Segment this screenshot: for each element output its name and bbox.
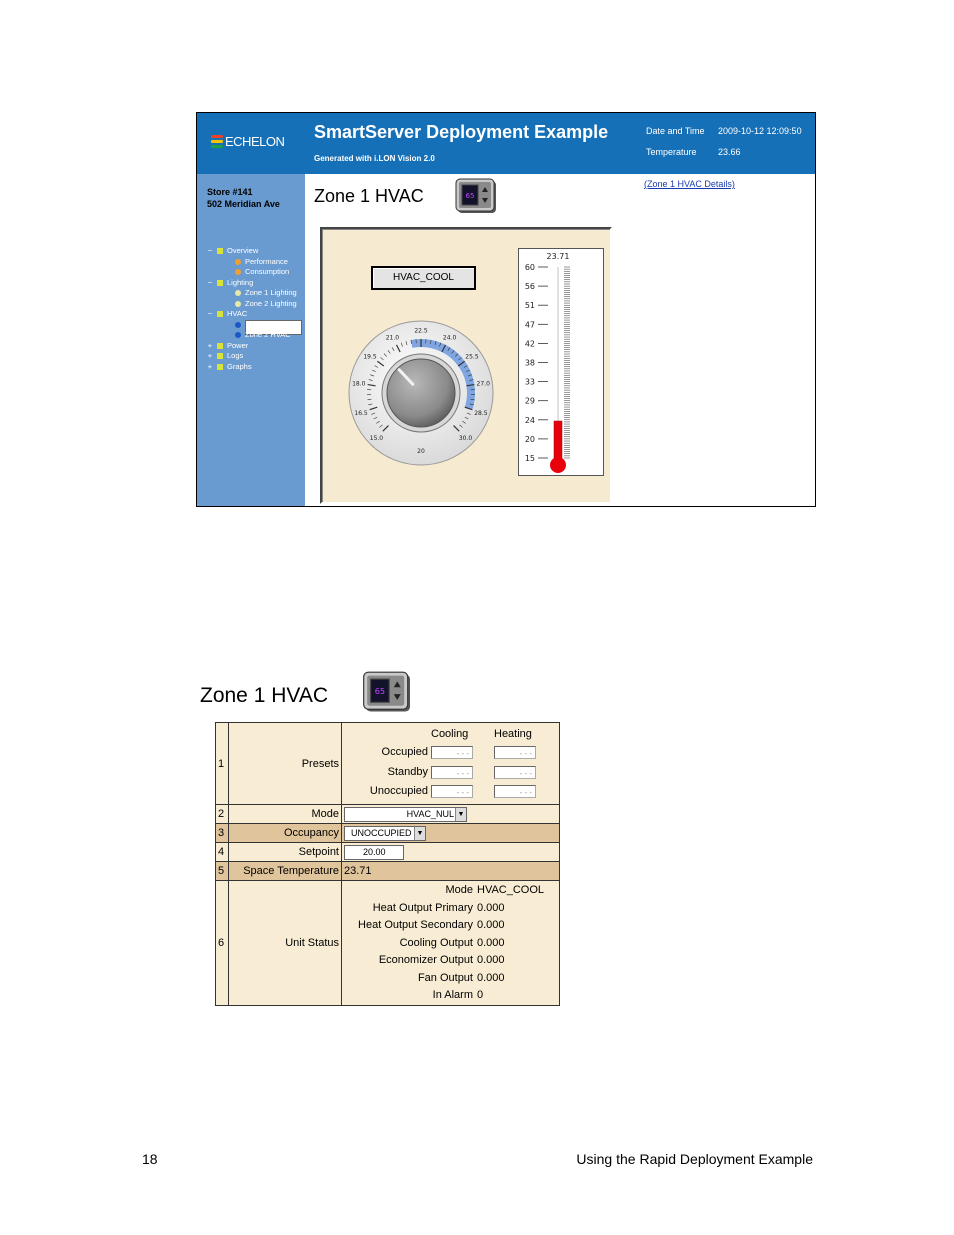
knob-center-label: 20	[417, 448, 425, 455]
space-temperature-label: Space Temperature	[229, 862, 342, 881]
page-icon	[235, 290, 241, 296]
app-header	[197, 113, 815, 174]
collapse-icon[interactable]: −	[207, 277, 213, 287]
table-row-mode: 2 Mode HVAC_NUL ▼	[216, 805, 560, 824]
zone-details-title: Zone 1 HVAC	[200, 684, 328, 707]
collapse-icon[interactable]: −	[207, 246, 213, 255]
thermostat-icon	[455, 178, 499, 216]
mercury-column	[554, 421, 562, 458]
mode-select[interactable]: HVAC_NUL ▼	[344, 807, 467, 822]
knob-tick-label: 21.0	[385, 334, 400, 342]
knob-tick-label: 15.0	[369, 435, 384, 443]
sidebar-item-label: Lighting	[227, 277, 254, 287]
folder-icon	[217, 248, 223, 254]
folder-icon	[217, 343, 223, 349]
smartserver-screenshot	[196, 112, 816, 507]
echelon-logo: ECHELON	[211, 133, 293, 153]
thermometer-scale-label: 20	[524, 434, 535, 444]
sidebar-item-label: Power	[227, 340, 249, 350]
folder-icon	[217, 280, 223, 286]
sidebar-item-label: Logs	[227, 351, 244, 360]
unit-status-label: Unit Status	[229, 881, 342, 1006]
sidebar-item-label: HVAC	[227, 309, 248, 318]
knob-tick-label: 25.5	[465, 353, 479, 361]
datetime-value: 2009-10-12 12:09:50	[718, 126, 802, 136]
hvac-properties-table	[215, 722, 560, 1006]
thermometer-scale-label: 60	[524, 263, 535, 272]
svg-text:65: 65	[374, 686, 386, 697]
sidebar-item-label: Zone 1 HVAC	[245, 320, 302, 335]
setpoint-input[interactable]: 20.00	[344, 845, 404, 860]
thermometer-scale-label: 15	[524, 454, 535, 463]
hvac-mode-display: HVAC_COOL	[371, 266, 476, 290]
thermometer-scale-label: 29	[524, 396, 535, 406]
datetime-label: Date and Time	[646, 126, 705, 136]
heating-header: Heating	[494, 728, 532, 740]
store-address: 502 Meridian Ave	[207, 199, 280, 209]
table-row-unit-status: 6 Unit Status Mode HVAC_COOL Heat Output Primary 0.000 Heat Output Secondary 0.000 Cooling Output 0.000 Economizer Output 0.000 Fan Output 0.000 In Alarm 0	[216, 881, 560, 1006]
presets-label: Presets	[229, 723, 342, 805]
expand-icon[interactable]: +	[207, 340, 213, 350]
unit-status-grid: Mode HVAC_COOL Heat Output Primary 0.000 Heat Output Secondary 0.000 Cooling Output 0.000 Economizer Output 0.000 Fan Output 0.000 In Alarm 0	[358, 884, 545, 1001]
main-content	[305, 174, 815, 506]
zone-details-link[interactable]: (Zone 1 HVAC Details)	[644, 179, 735, 189]
setpoint-label: Setpoint	[229, 843, 342, 862]
page-icon	[235, 301, 241, 307]
expand-icon[interactable]: +	[207, 361, 213, 371]
mode-label: Mode	[229, 805, 342, 824]
knob-tick-label: 27.0	[476, 380, 490, 388]
collapse-icon[interactable]: −	[207, 309, 213, 318]
table-row-occupancy: 3 Occupancy UNOCCUPIED ▼	[216, 824, 560, 843]
app-subtitle: Generated with i.LON Vision 2.0	[314, 154, 435, 163]
zone-title: Zone 1 HVAC	[314, 186, 424, 206]
presets-grid	[344, 723, 559, 804]
thermometer-scale-label: 38	[524, 358, 535, 368]
knob-tick-label: 18.0	[352, 380, 366, 388]
thermometer-scale-label: 56	[524, 282, 535, 292]
svg-text:65: 65	[465, 192, 475, 200]
occupied-cooling-input[interactable]: - - -	[431, 746, 473, 759]
table-row-space-temperature: 5 Space Temperature 23.71	[216, 862, 560, 881]
page-icon	[235, 259, 241, 265]
setpoint-knob[interactable]	[346, 318, 496, 468]
sidebar-item-label: Overview	[227, 246, 259, 255]
thermometer-scale-label: 42	[524, 339, 535, 349]
standby-label: Standby	[387, 766, 428, 778]
cooling-header: Cooling	[431, 728, 469, 740]
knob-tick-label: 30.0	[458, 435, 473, 443]
unoccupied-heating-input[interactable]: - - -	[494, 785, 536, 798]
knob-tick-label: 19.5	[363, 353, 377, 361]
table-row-presets: 1 Presets Cooling Heating Occupied - - - - - - Standby - - - - - - Unoccupied - - - - - -	[216, 723, 560, 805]
chevron-down-icon: ▼	[455, 808, 466, 821]
sidebar-item-label: Consumption	[245, 267, 290, 276]
table-row-setpoint: 4 Setpoint 20.00	[216, 843, 560, 862]
occupied-heating-input[interactable]: - - -	[494, 746, 536, 759]
temperature-label: Temperature	[646, 147, 697, 157]
thermostat-icon	[362, 671, 414, 715]
space-temperature-value: 23.71	[342, 862, 560, 881]
folder-icon	[217, 353, 223, 359]
folder-icon	[217, 364, 223, 370]
sidebar-item-label: Graphs	[227, 361, 252, 371]
expand-icon[interactable]: +	[207, 351, 213, 360]
page-icon	[235, 322, 241, 328]
sidebar-item-label: Performance	[245, 256, 288, 266]
thermometer-reading: 23.71	[546, 252, 570, 261]
folder-icon	[217, 311, 223, 317]
thermometer-scale-label: 47	[524, 320, 535, 330]
page-icon	[235, 269, 241, 275]
footer-title: Using the Rapid Deployment Example	[576, 1151, 813, 1167]
chevron-down-icon: ▼	[414, 827, 425, 840]
unoccupied-cooling-input[interactable]: - - -	[431, 785, 473, 798]
store-name: Store #141	[207, 187, 253, 197]
app-title: SmartServer Deployment Example	[314, 122, 609, 142]
occupancy-select[interactable]: UNOCCUPIED ▼	[344, 826, 426, 841]
unoccupied-label: Unoccupied	[369, 785, 428, 797]
temperature-value: 23.66	[718, 147, 741, 157]
occupied-label: Occupied	[381, 746, 428, 758]
page-icon	[235, 332, 241, 338]
sidebar-item-label: Zone 2 Lighting	[245, 298, 297, 308]
knob-tick-label: 28.5	[474, 409, 488, 417]
occupancy-label: Occupancy	[229, 824, 342, 843]
sidebar	[197, 174, 305, 506]
knob-tick-label: 22.5	[414, 327, 428, 335]
thermometer-scale-label: 51	[524, 301, 535, 311]
knob-tick-label: 24.0	[442, 334, 457, 342]
standby-cooling-input[interactable]: - - -	[431, 766, 473, 779]
thermometer-gauge	[518, 248, 604, 476]
thermometer-bulb	[550, 457, 566, 473]
knob-tick-label: 16.5	[354, 409, 368, 417]
page-number: 18	[142, 1151, 158, 1167]
thermometer-scale-label: 33	[524, 377, 535, 387]
thermometer-scale-label: 24	[524, 415, 535, 425]
sidebar-item-label: Zone 2 HVAC	[245, 330, 291, 339]
sidebar-item-label: Zone 1 Lighting	[245, 288, 297, 297]
standby-heating-input[interactable]: - - -	[494, 766, 536, 779]
hvac-display-panel	[320, 227, 612, 504]
